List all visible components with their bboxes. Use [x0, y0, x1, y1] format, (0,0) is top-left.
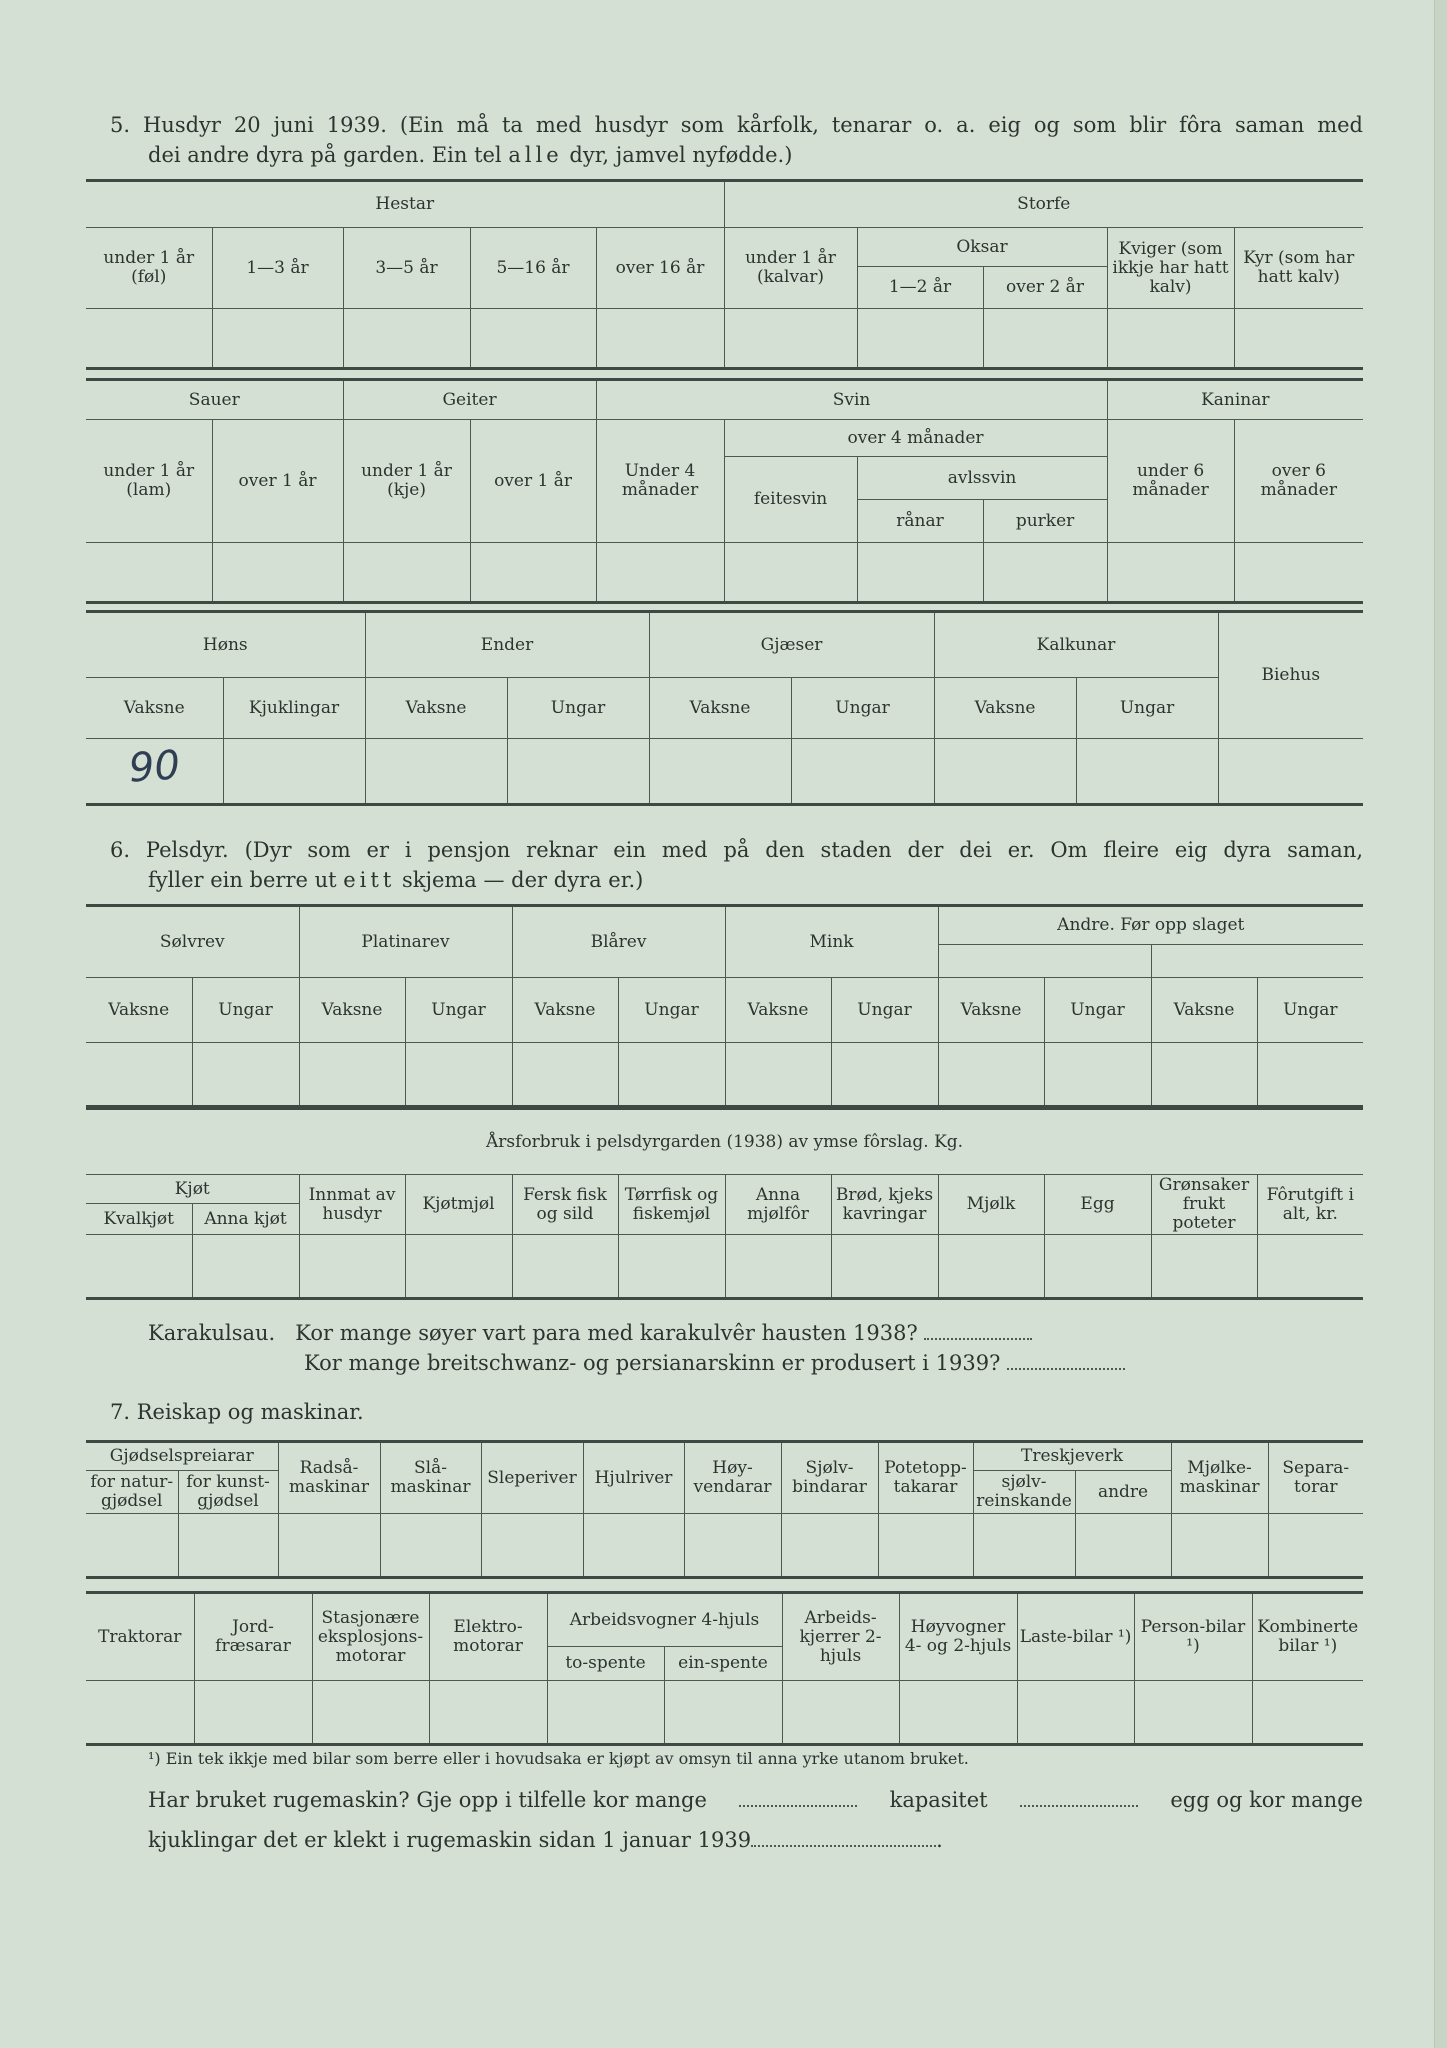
treskjeverk-andre: andre: [1075, 1471, 1171, 1514]
kaninar-header: Kaninar: [1107, 380, 1363, 420]
forbruk-col-kjotmjol: Kjøtmjøl: [405, 1175, 512, 1235]
gjaeser-ungar-header: Ungar: [791, 678, 934, 739]
avlssvin-col-2: purker: [983, 500, 1107, 543]
table-hestar-storfe: [86, 179, 1363, 370]
platinarev-ungar: Ungar: [405, 978, 512, 1043]
platinarev-header: Platinarev: [299, 906, 512, 978]
forbruk-col-torrfisk: Tørrfisk og fiskemjøl: [618, 1175, 725, 1235]
kombinerte-bilar-header: Kombinerte bilar ¹): [1252, 1593, 1363, 1681]
ruge-kapasitet-answer[interactable]: [1020, 1801, 1138, 1807]
platinarev-vaksne: Vaksne: [299, 978, 405, 1043]
table-reiskap-a: [86, 1440, 1363, 1579]
stasjonaere-header: Stasjonære eksplosjons-motorar: [312, 1593, 429, 1681]
forbruk-col-egg: Egg: [1044, 1175, 1151, 1235]
table-pelsdyr: [86, 904, 1363, 1108]
mink-vaksne: Vaksne: [725, 978, 831, 1043]
kalkunar-header: Kalkunar: [934, 612, 1218, 678]
hons-kjuklingar-header: Kjuklingar: [223, 678, 365, 739]
handwritten-90: 90: [127, 741, 182, 792]
sjolvbindarar-header: Sjølv-bindarar: [781, 1442, 878, 1514]
sla-header: Slå-maskinar: [380, 1442, 481, 1514]
table-sauer-geiter-svin-kaninar: [86, 378, 1363, 604]
s7-heading: 7. Reiskap og maskinar.: [110, 1400, 364, 1424]
sauer-col-1: under 1 år (lam): [86, 420, 212, 543]
arbeidsvogner-tospente: to-spente: [547, 1647, 664, 1681]
hons-vaksne-header: Vaksne: [86, 678, 223, 739]
mink-header: Mink: [725, 906, 938, 978]
kjot-kvalkjot: Kvalkjøt: [86, 1204, 192, 1235]
treskjeverk-header: Treskjeverk: [973, 1442, 1171, 1471]
biehus-header: Biehus: [1218, 612, 1363, 739]
andre-2-slag[interactable]: [1151, 944, 1363, 977]
s5-heading-line2: dei andre dyra på garden. Ein tel alle dyr, jamvel nyfødde.): [148, 143, 793, 167]
hestar-col-3: 3—5 år: [343, 228, 470, 309]
gjaeser-header: Gjæser: [649, 612, 934, 678]
hjulriver-header: Hjulriver: [583, 1442, 684, 1514]
reiskap-b-data-row: [86, 1681, 1363, 1745]
forbruk-col-fersk-fisk: Fersk fisk og sild: [512, 1175, 618, 1235]
blarev-vaksne: Vaksne: [512, 978, 618, 1043]
hoyvogner-header: Høyvogner 4- og 2-hjuls: [899, 1593, 1017, 1681]
arbeidsvogner-header: Arbeidsvogner 4-hjuls: [547, 1593, 782, 1647]
mjolkemaskinar-header: Mjølke-maskinar: [1171, 1442, 1268, 1514]
gjaeser-vaksne-header: Vaksne: [649, 678, 791, 739]
andre-2-vaksne: Vaksne: [1151, 978, 1257, 1043]
oksar-col-1: 1—2 år: [857, 267, 983, 309]
kjot-anna-kjot: Anna kjøt: [192, 1204, 299, 1235]
ender-header: Ender: [365, 612, 649, 678]
solvrev-header: Sølvrev: [86, 906, 299, 978]
forbruk-col-anna-mjolfor: Anna mjølfôr: [725, 1175, 831, 1235]
footnote-bilar: ¹) Ein tek ikkje med bilar som berre eller i hovudsaka er kjøpt av omsyn til anna yrke utanom bruket.: [148, 1749, 969, 1768]
kalkunar-vaksne-header: Vaksne: [934, 678, 1076, 739]
radsa-header: Radså-maskinar: [278, 1442, 380, 1514]
ender-ungar-header: Ungar: [507, 678, 649, 739]
gjodsel-natur: for natur-gjødsel: [86, 1471, 178, 1514]
personbilar-header: Person-bilar ¹): [1134, 1593, 1252, 1681]
andre-2-ungar: Ungar: [1257, 978, 1363, 1043]
potetopptakarar-header: Potetopp-takarar: [878, 1442, 973, 1514]
kaninar-col-1: under 6 månader: [1107, 420, 1234, 543]
sauer-col-2: over 1 år: [212, 420, 343, 543]
lastebilar-header: Laste-bilar ¹): [1017, 1593, 1134, 1681]
svin-under-4: Under 4 månader: [596, 420, 724, 543]
separatorar-header: Separa-torar: [1268, 1442, 1363, 1514]
karakul-q2-answer[interactable]: [1007, 1364, 1125, 1370]
kviger-header: Kviger (som ikkje har hatt kalv): [1107, 228, 1234, 309]
arsforbruk-title: Årsforbruk i pelsdyrgarden (1938) av ymse fôrslag. Kg.: [86, 1109, 1363, 1175]
karakul-q1-answer[interactable]: [924, 1334, 1032, 1340]
mink-ungar: Ungar: [831, 978, 938, 1043]
ruge-q2: kjuklingar det er klekt i rugemaskin sidan 1 januar 1939 .: [148, 1828, 943, 1852]
kaninar-col-2: over 6 månader: [1234, 420, 1363, 543]
forbruk-col-gronsaker: Grønsaker frukt poteter: [1151, 1175, 1257, 1235]
geiter-col-1: under 1 år (kje): [343, 420, 470, 543]
solvrev-vaksne: Vaksne: [86, 978, 192, 1043]
arbeidskjerrer-header: Arbeids-kjerrer 2-hjuls: [782, 1593, 899, 1681]
avlssvin-col-1: rånar: [857, 500, 983, 543]
blarev-ungar: Ungar: [618, 978, 725, 1043]
avlssvin: avlssvin: [857, 457, 1107, 500]
s5-heading-line1: 5. Husdyr 20 juni 1939. (Ein må ta med husdyr som kårfolk, tenarar o. a. eig og som blir fôra saman med: [110, 113, 1363, 137]
blarev-header: Blårev: [512, 906, 725, 978]
karakul-q1: Karakulsau. Kor mange søyer vart para med karakulvêr hausten 1938?: [148, 1318, 1032, 1348]
forbruk-col-brod: Brød, kjeks kavringar: [831, 1175, 938, 1235]
paper-edge: [1434, 0, 1447, 2048]
table-reiskap-b: [86, 1591, 1363, 1746]
svin-over-4: over 4 månader: [724, 420, 1107, 457]
hoyvendarar-header: Høy-vendarar: [684, 1442, 781, 1514]
hestar-col-4: 5—16 år: [470, 228, 596, 309]
karakul-q2: Kor mange breitschwanz- og persianarskinn er produsert i 1939?: [304, 1348, 1125, 1378]
kyr-header: Kyr (som har hatt kalv): [1234, 228, 1363, 309]
fjorfe-data-row: [86, 739, 1363, 805]
hons-vaksne-value[interactable]: [86, 739, 223, 805]
s6-heading-line1: 6. Pelsdyr. (Dyr som er i pensjon reknar ein med på den staden der dei er. Om fleire eig dyra saman,: [110, 838, 1363, 862]
table-arsforbruk: [86, 1107, 1363, 1300]
oksar-col-2: over 2 år: [983, 267, 1107, 309]
elektromotorar-header: Elektro-motorar: [429, 1593, 547, 1681]
hestar-header: Hestar: [86, 181, 724, 228]
geiter-header: Geiter: [343, 380, 596, 420]
solvrev-ungar: Ungar: [192, 978, 299, 1043]
forbruk-col-innmat: Innmat av husdyr: [299, 1175, 405, 1235]
traktorar-header: Traktorar: [86, 1593, 194, 1681]
hons-header: Høns: [86, 612, 365, 678]
geiter-col-2: over 1 år: [470, 420, 596, 543]
hestar-col-5: over 16 år: [596, 228, 724, 309]
pelsdyr-data-row: [86, 1043, 1363, 1107]
reiskap-a-data-row: [86, 1514, 1363, 1578]
sauer-header: Sauer: [86, 380, 343, 420]
gjodsel-header: Gjødselspreiarar: [86, 1442, 278, 1471]
andre-1-ungar: Ungar: [1044, 978, 1151, 1043]
andre-1-slag[interactable]: [938, 944, 1151, 977]
hestar-col-2: 1—3 år: [212, 228, 343, 309]
ender-vaksne-header: Vaksne: [365, 678, 507, 739]
hestar-col-1: under 1 år (føl): [86, 228, 212, 309]
oksar-header: Oksar: [857, 228, 1107, 267]
s6-heading-line2: fyller ein berre ut eitt skjema — der dyra er.): [148, 868, 644, 892]
arbeidsvogner-einspente: ein-spente: [664, 1647, 782, 1681]
gjodsel-kunst: for kunst-gjødsel: [178, 1471, 278, 1514]
andre-header: Andre. Før opp slaget: [938, 906, 1363, 945]
storfe-header: Storfe: [724, 181, 1363, 228]
kalkunar-ungar-header: Ungar: [1076, 678, 1218, 739]
storfe-kalvar: under 1 år (kalvar): [724, 228, 857, 309]
jordfraesarar-header: Jord-fræsarar: [194, 1593, 312, 1681]
forbruk-col-mjolk: Mjølk: [938, 1175, 1044, 1235]
ruge-kjuklingar-answer[interactable]: [751, 1841, 936, 1847]
ruge-antal-answer[interactable]: [739, 1801, 857, 1807]
sleperiver-header: Sleperiver: [481, 1442, 583, 1514]
andre-1-vaksne: Vaksne: [938, 978, 1044, 1043]
hestar-storfe-data-row: [86, 309, 1363, 369]
svin-header: Svin: [596, 380, 1107, 420]
table-fjorfe: [86, 610, 1363, 806]
forbruk-col-forutgift: Fôrutgift i alt, kr.: [1257, 1175, 1363, 1235]
sauer-svin-data-row: [86, 543, 1363, 603]
feitesvin: feitesvin: [724, 457, 857, 543]
treskjeverk-sjolv: sjølv-reinskande: [973, 1471, 1075, 1514]
ruge-q1: Har bruket rugemaskin? Gje opp i tilfelle kor mange kapasitet egg og kor mange: [148, 1788, 1363, 1812]
kjot-header: Kjøt: [86, 1175, 299, 1204]
arsforbruk-data-row: [86, 1235, 1363, 1299]
